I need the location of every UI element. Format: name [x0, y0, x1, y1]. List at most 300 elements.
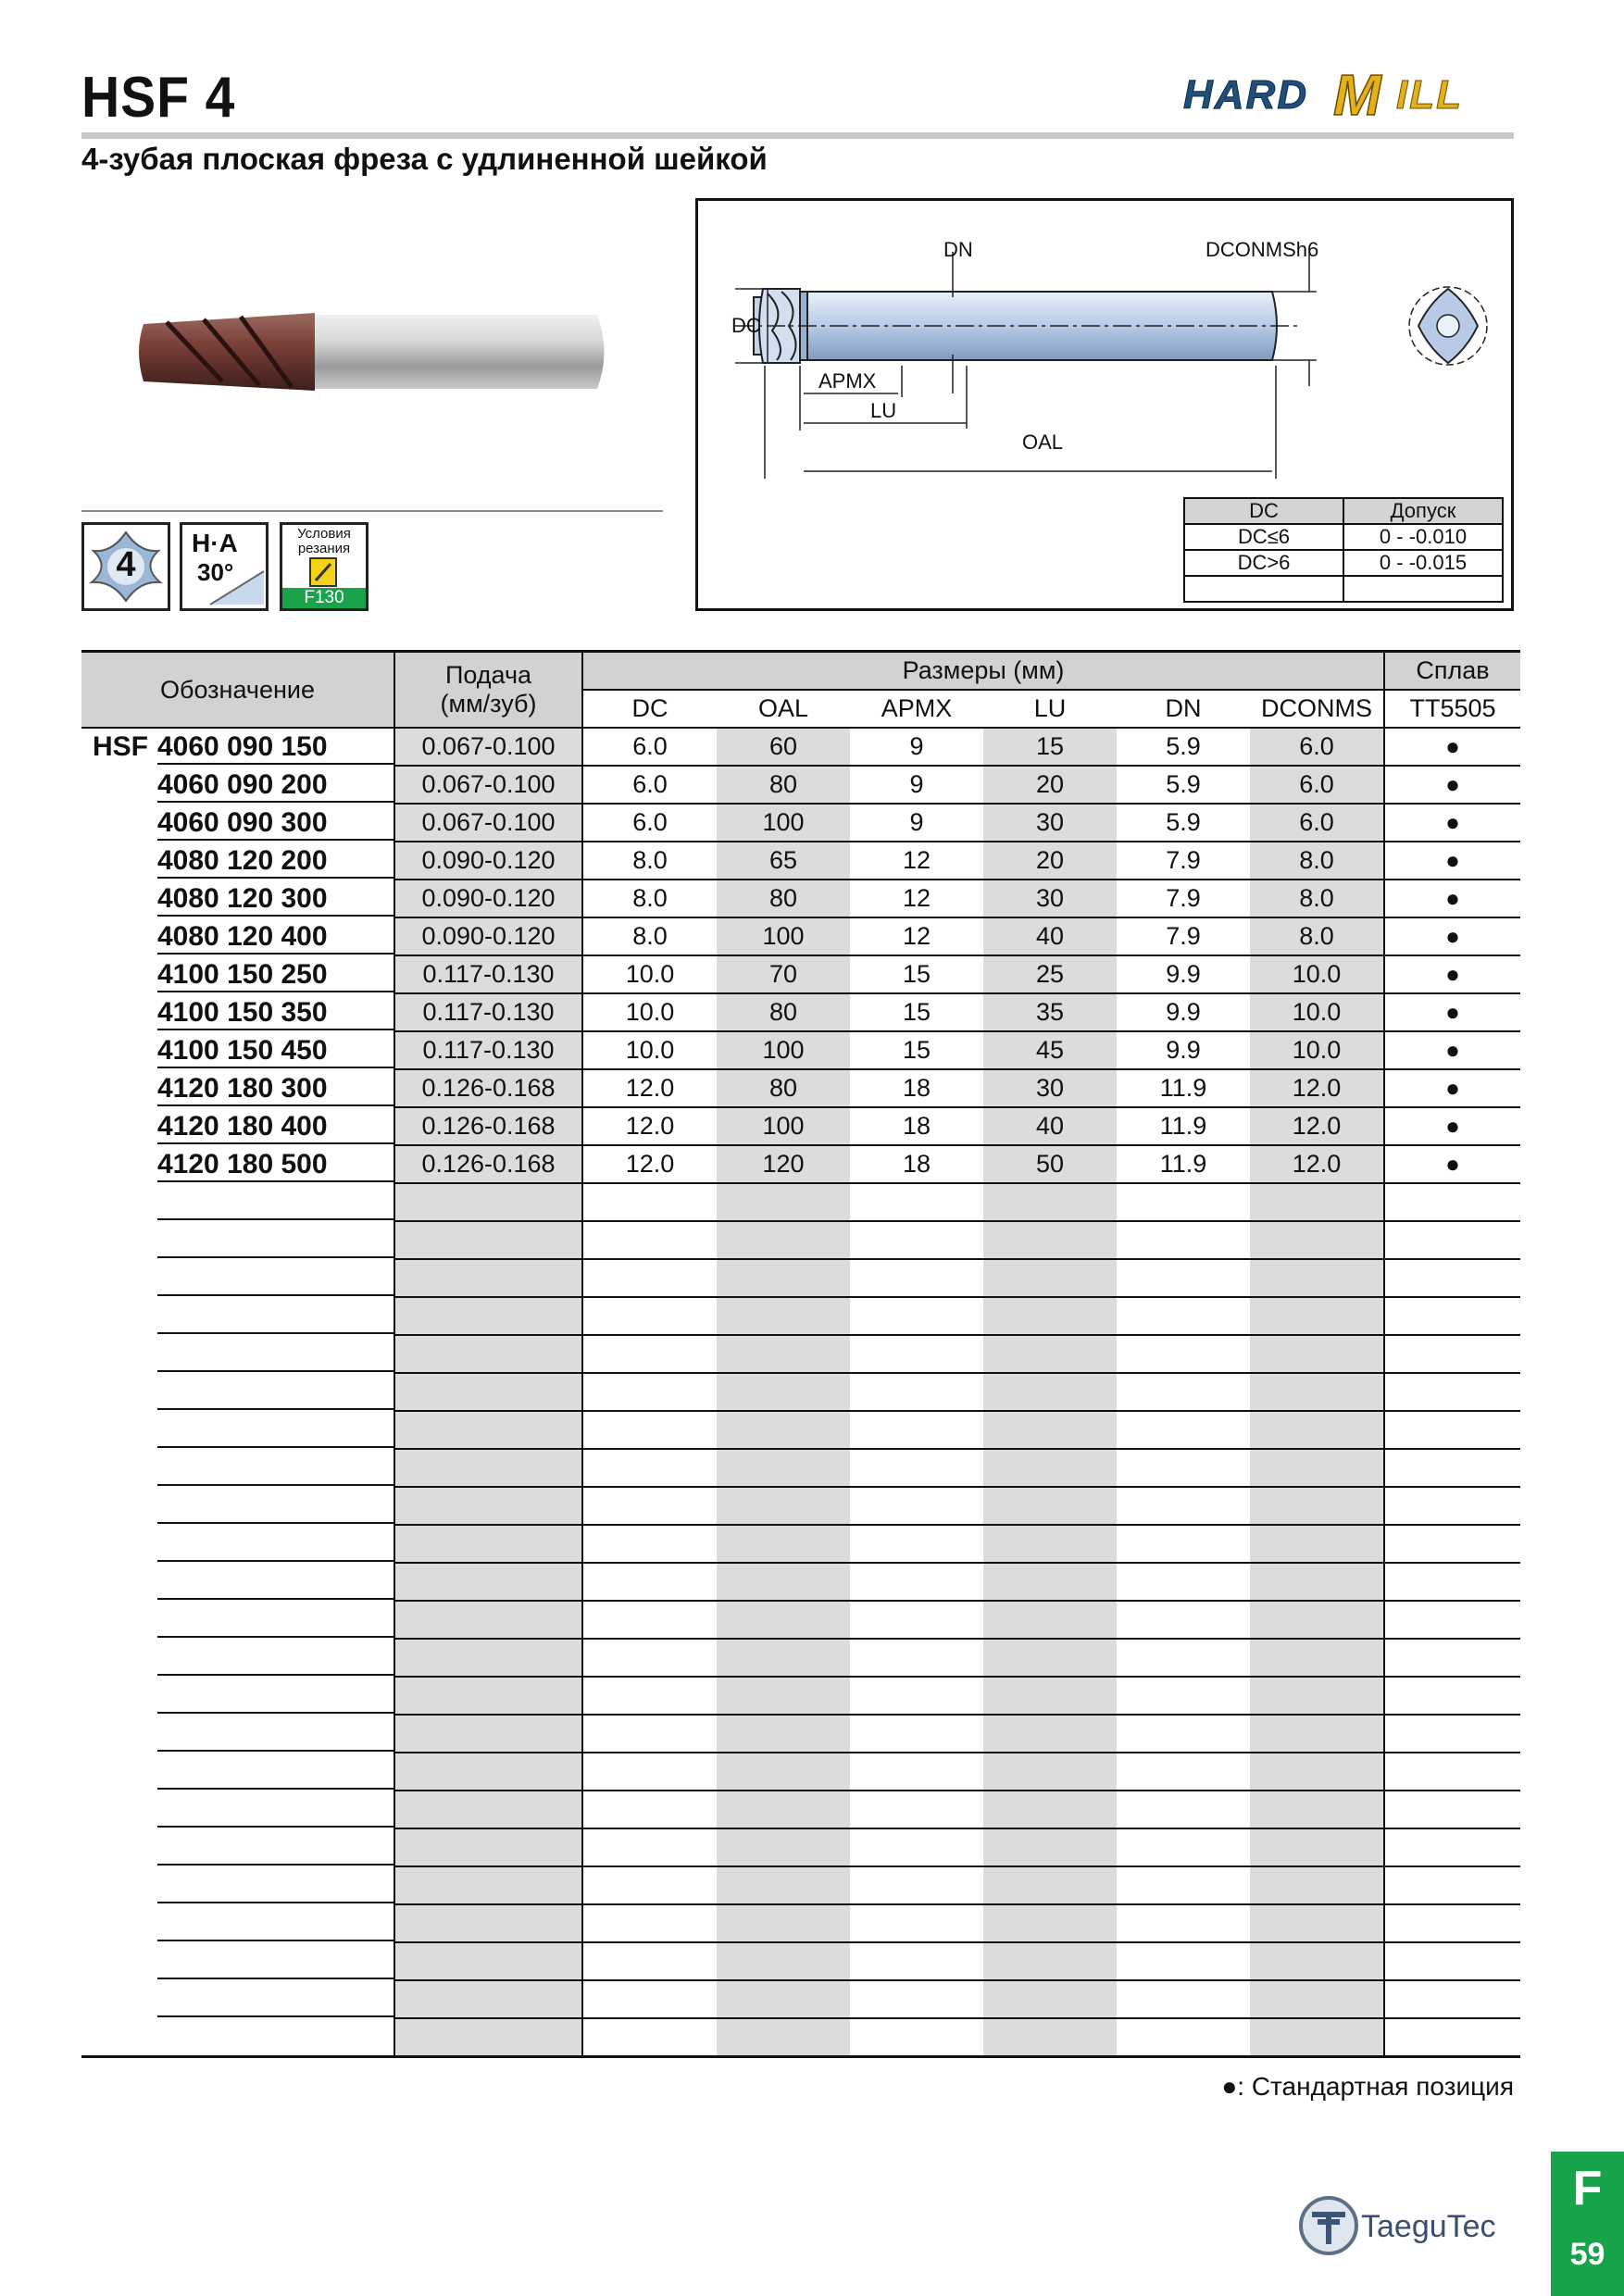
col-dc: DC	[582, 690, 717, 728]
apmx-cell	[850, 1904, 983, 1942]
header-feed-unit: (мм/зуб)	[440, 690, 537, 718]
designation-code: 4080 120 300	[157, 883, 394, 917]
feed-cell	[394, 1942, 582, 1980]
dc-cell	[582, 1259, 717, 1297]
dc-cell: 8.0	[582, 917, 717, 955]
tolerance-empty-cell	[1343, 576, 1503, 602]
designation-code	[157, 1566, 394, 1600]
dc-cell	[582, 1221, 717, 1259]
table-row-empty	[81, 1525, 1520, 1563]
designation-cell	[81, 1980, 394, 2018]
dc-cell: 6.0	[582, 728, 717, 766]
designation-cell	[81, 1411, 394, 1449]
designation-prefix	[81, 1035, 157, 1067]
dconms-cell: 6.0	[1250, 728, 1384, 766]
dc-cell	[582, 1373, 717, 1411]
dn-cell	[1117, 1753, 1250, 1791]
table-row-empty	[81, 1677, 1520, 1715]
taegutec-wordmark: TaeguTec	[1361, 2209, 1496, 2244]
designation-code	[157, 2022, 394, 2053]
designation-code	[157, 1263, 394, 1296]
designation-prefix	[81, 1718, 157, 1750]
designation-cell	[81, 766, 394, 804]
designation-prefix	[81, 845, 157, 877]
legend: ●: Стандартная позиция	[1221, 2072, 1514, 2101]
dc-cell	[582, 1183, 717, 1221]
dconms-cell	[1250, 1335, 1384, 1373]
apmx-label: APMX	[818, 369, 877, 393]
designation-cell	[81, 955, 394, 993]
lu-cell	[983, 1259, 1117, 1297]
designation-cell	[81, 1183, 394, 1221]
designation-prefix	[81, 1453, 157, 1484]
apmx-cell: 12	[850, 880, 983, 917]
alloy-cell	[1384, 1866, 1520, 1904]
dconms-cell	[1250, 1639, 1384, 1677]
designation-code: 4120 180 300	[157, 1073, 394, 1106]
dconms-cell	[1250, 1791, 1384, 1828]
designation-cell	[81, 1791, 394, 1828]
dconms-cell: 12.0	[1250, 1145, 1384, 1183]
dn-cell	[1117, 1449, 1250, 1487]
table-row-empty	[81, 1373, 1520, 1411]
oal-cell	[717, 1411, 850, 1449]
designation-prefix	[81, 1642, 157, 1674]
oal-cell	[717, 1677, 850, 1715]
feed-cell	[394, 1221, 582, 1259]
designation-cell	[81, 728, 394, 766]
alloy-cell: ●	[1384, 1145, 1520, 1183]
apmx-cell	[850, 1563, 983, 1601]
header-feed-label: Подача	[444, 661, 532, 689]
designation-cell	[81, 1259, 394, 1297]
apmx-cell	[850, 1677, 983, 1715]
dc-cell	[582, 1563, 717, 1601]
alloy-cell	[1384, 1487, 1520, 1525]
designation-code	[157, 1718, 394, 1752]
dn-cell	[1117, 1715, 1250, 1753]
dconms-cell	[1250, 1221, 1384, 1259]
alloy-cell	[1384, 1297, 1520, 1335]
lu-cell: 30	[983, 880, 1117, 917]
apmx-cell: 15	[850, 955, 983, 993]
apmx-cell: 18	[850, 1145, 983, 1183]
apmx-cell: 15	[850, 1031, 983, 1069]
dc-cell	[582, 1753, 717, 1791]
oal-cell: 60	[717, 728, 850, 766]
designation-cell	[81, 1487, 394, 1525]
feed-cell	[394, 1639, 582, 1677]
lu-cell	[983, 1942, 1117, 1980]
feed-cell: 0.090-0.120	[394, 917, 582, 955]
lu-cell: 20	[983, 842, 1117, 880]
alloy-cell: ●	[1384, 842, 1520, 880]
apmx-cell: 12	[850, 917, 983, 955]
dc-cell	[582, 1828, 717, 1866]
lu-cell	[983, 1904, 1117, 1942]
feed-cell	[394, 1563, 582, 1601]
designation-code	[157, 1832, 394, 1866]
flute-count-icon	[81, 522, 170, 611]
oal-cell	[717, 1259, 850, 1297]
lu-cell	[983, 1525, 1117, 1563]
table-row	[81, 842, 1520, 880]
table-row	[81, 1145, 1520, 1183]
lu-cell	[983, 1487, 1117, 1525]
oal-cell	[717, 1183, 850, 1221]
oal-cell	[717, 1942, 850, 1980]
alloy-cell	[1384, 1259, 1520, 1297]
oal-cell: 80	[717, 1069, 850, 1107]
designation-code	[157, 1604, 394, 1638]
tolerance-header-tolerance: Допуск	[1343, 498, 1503, 524]
designation-prefix: HSF	[93, 731, 148, 762]
dconms-cell	[1250, 1753, 1384, 1791]
apmx-cell: 12	[850, 842, 983, 880]
dc-cell	[582, 1639, 717, 1677]
dn-cell: 11.9	[1117, 1145, 1250, 1183]
designation-prefix	[81, 2022, 157, 2052]
apmx-cell: 18	[850, 1069, 983, 1107]
designation-code	[157, 1453, 394, 1486]
alloy-cell	[1384, 1449, 1520, 1487]
dc-cell	[582, 1715, 717, 1753]
lu-cell: 15	[983, 728, 1117, 766]
header-divider	[81, 132, 1514, 139]
designation-cell	[81, 1828, 394, 1866]
dn-cell	[1117, 1221, 1250, 1259]
photo-divider	[81, 510, 663, 512]
lu-cell	[983, 1601, 1117, 1639]
dconms-cell	[1250, 1866, 1384, 1904]
feed-cell: 0.090-0.120	[394, 880, 582, 917]
svg-text:M: M	[1333, 64, 1381, 128]
alloy-cell	[1384, 1715, 1520, 1753]
designation-code	[157, 1642, 394, 1676]
col-tt5505: TT5505	[1384, 690, 1520, 728]
dn-cell: 11.9	[1117, 1107, 1250, 1145]
apmx-cell	[850, 1373, 983, 1411]
dconms-cell: 10.0	[1250, 993, 1384, 1031]
designation-cell	[81, 1525, 394, 1563]
oal-cell	[717, 1335, 850, 1373]
table-row	[81, 1031, 1520, 1069]
oal-cell	[717, 1525, 850, 1563]
dn-cell	[1117, 1828, 1250, 1866]
oal-cell	[717, 1639, 850, 1677]
dn-cell: 7.9	[1117, 842, 1250, 880]
lu-cell	[983, 2018, 1117, 2057]
apmx-cell: 9	[850, 728, 983, 766]
table-row	[81, 993, 1520, 1031]
dn-cell	[1117, 1411, 1250, 1449]
tolerance-table	[1183, 497, 1504, 603]
dn-cell: 9.9	[1117, 993, 1250, 1031]
header-dimensions-label: Размеры (мм)	[902, 656, 1065, 684]
apmx-cell: 9	[850, 804, 983, 842]
lu-label: LU	[870, 399, 897, 422]
table-row-empty	[81, 1866, 1520, 1904]
dc-cell: 12.0	[582, 1107, 717, 1145]
header-alloy-label: Сплав	[1416, 656, 1490, 684]
dc-cell: 10.0	[582, 993, 717, 1031]
product-table	[81, 650, 1520, 2058]
table-row	[81, 804, 1520, 842]
designation-prefix	[81, 1566, 157, 1598]
dc-cell	[582, 1601, 717, 1639]
designation-prefix	[81, 1529, 157, 1560]
feed-cell	[394, 1753, 582, 1791]
dconms-cell: 8.0	[1250, 880, 1384, 917]
designation-cell	[81, 880, 394, 917]
dc-cell: 6.0	[582, 804, 717, 842]
dc-cell: 10.0	[582, 1031, 717, 1069]
apmx-cell: 15	[850, 993, 983, 1031]
dn-cell	[1117, 1677, 1250, 1715]
feed-cell	[394, 1183, 582, 1221]
feed-cell: 0.090-0.120	[394, 842, 582, 880]
designation-code: 4080 120 400	[157, 921, 394, 955]
apmx-cell: 18	[850, 1107, 983, 1145]
dc-cell: 8.0	[582, 880, 717, 917]
apmx-cell	[850, 1221, 983, 1259]
designation-prefix	[81, 1111, 157, 1142]
designation-cell	[81, 1601, 394, 1639]
designation-prefix	[81, 1301, 157, 1332]
dconms-cell: 8.0	[1250, 842, 1384, 880]
page-subtitle: 4-зубая плоская фреза с удлиненной шейкой	[81, 142, 768, 176]
dn-cell	[1117, 1791, 1250, 1828]
designation-cell	[81, 1145, 394, 1183]
lu-cell	[983, 1221, 1117, 1259]
table-row-empty	[81, 1601, 1520, 1639]
oal-cell	[717, 1221, 850, 1259]
designation-cell	[81, 1639, 394, 1677]
conditions-label: Условия резания	[297, 526, 351, 556]
alloy-cell	[1384, 1563, 1520, 1601]
oal-cell	[717, 1601, 850, 1639]
feed-cell	[394, 1866, 582, 1904]
apmx-cell	[850, 1866, 983, 1904]
table-row-empty	[81, 1942, 1520, 1980]
dconms-cell: 12.0	[1250, 1107, 1384, 1145]
oal-cell	[717, 1297, 850, 1335]
alloy-cell: ●	[1384, 766, 1520, 804]
table-row-empty	[81, 2018, 1520, 2057]
designation-code	[157, 1946, 394, 1979]
designation-cell	[81, 1904, 394, 1942]
designation-code	[157, 1377, 394, 1410]
oal-cell: 100	[717, 1031, 850, 1069]
oal-cell	[717, 1866, 850, 1904]
dn-cell: 5.9	[1117, 766, 1250, 804]
lu-cell: 40	[983, 917, 1117, 955]
alloy-cell	[1384, 1525, 1520, 1563]
designation-cell	[81, 1563, 394, 1601]
feed-cell	[394, 2018, 582, 2057]
designation-code: 4060 090 300	[157, 807, 394, 841]
designation-cell	[81, 804, 394, 842]
table-row-empty	[81, 1221, 1520, 1259]
page-number: 59	[1569, 2237, 1605, 2272]
table-row-empty	[81, 1449, 1520, 1487]
dc-cell: 12.0	[582, 1069, 717, 1107]
designation-code: 4120 180 500	[157, 1149, 394, 1182]
apmx-cell	[850, 1791, 983, 1828]
dn-cell	[1117, 1259, 1250, 1297]
designation-cell	[81, 1335, 394, 1373]
header-designation-label: Обозначение	[160, 675, 315, 704]
oal-label: OAL	[1022, 430, 1064, 454]
col-dn: DN	[1117, 690, 1250, 728]
header-designation	[81, 652, 394, 729]
designation-code: 4060 090 200	[157, 769, 394, 803]
apmx-cell	[850, 1449, 983, 1487]
designation-cell	[81, 1031, 394, 1069]
feed-cell	[394, 1601, 582, 1639]
alloy-cell: ●	[1384, 917, 1520, 955]
dconms-cell	[1250, 1563, 1384, 1601]
dconms-cell: 6.0	[1250, 766, 1384, 804]
dc-cell	[582, 1942, 717, 1980]
oal-cell: 120	[717, 1145, 850, 1183]
apmx-cell	[850, 1259, 983, 1297]
alloy-cell	[1384, 1904, 1520, 1942]
end-mill-photo	[111, 259, 648, 444]
feed-cell	[394, 1449, 582, 1487]
lu-cell: 35	[983, 993, 1117, 1031]
dimension-diagram	[695, 198, 1514, 611]
dc-cell: 10.0	[582, 955, 717, 993]
dn-cell	[1117, 1183, 1250, 1221]
feed-cell: 0.117-0.130	[394, 993, 582, 1031]
lu-cell	[983, 1791, 1117, 1828]
oal-cell	[717, 1791, 850, 1828]
oal-cell: 100	[717, 804, 850, 842]
dc-cell	[582, 1411, 717, 1449]
designation-prefix	[81, 1491, 157, 1522]
dn-cell	[1117, 1297, 1250, 1335]
lu-cell	[983, 1639, 1117, 1677]
designation-cell	[81, 917, 394, 955]
alloy-cell	[1384, 1183, 1520, 1221]
dn-cell: 5.9	[1117, 804, 1250, 842]
designation-code	[157, 1491, 394, 1524]
lu-cell	[983, 1980, 1117, 2018]
apmx-cell: 9	[850, 766, 983, 804]
alloy-cell: ●	[1384, 880, 1520, 917]
table-row	[81, 1069, 1520, 1107]
tolerance-cell: 0 - -0.010	[1343, 524, 1503, 550]
designation-code: 4100 150 450	[157, 1035, 394, 1068]
dn-cell	[1117, 1942, 1250, 1980]
flute-count-label: 4	[116, 545, 136, 584]
feed-cell: 0.126-0.168	[394, 1069, 582, 1107]
dconms-cell	[1250, 1183, 1384, 1221]
designation-prefix	[81, 1377, 157, 1408]
oal-cell: 80	[717, 766, 850, 804]
dc-cell: 8.0	[582, 842, 717, 880]
lu-cell: 50	[983, 1145, 1117, 1183]
dn-cell: 11.9	[1117, 1069, 1250, 1107]
dn-cell	[1117, 2018, 1250, 2057]
dconms-cell	[1250, 1487, 1384, 1525]
designation-prefix	[81, 921, 157, 953]
feed-cell	[394, 1791, 582, 1828]
cutting-conditions-icon[interactable]	[280, 522, 369, 611]
dn-cell	[1117, 1373, 1250, 1411]
apmx-cell	[850, 2018, 983, 2057]
dn-cell	[1117, 1904, 1250, 1942]
dn-cell	[1117, 1525, 1250, 1563]
alloy-cell	[1384, 1791, 1520, 1828]
feed-cell: 0.126-0.168	[394, 1107, 582, 1145]
oal-cell	[717, 1563, 850, 1601]
lu-cell	[983, 1449, 1117, 1487]
dc-cell	[582, 2018, 717, 2057]
table-row-empty	[81, 1828, 1520, 1866]
designation-code	[157, 1415, 394, 1448]
designation-cell	[81, 1069, 394, 1107]
designation-prefix	[81, 1908, 157, 1940]
designation-prefix	[81, 769, 157, 801]
designation-cell	[81, 993, 394, 1031]
table-row-empty	[81, 1297, 1520, 1335]
lu-cell: 30	[983, 1069, 1117, 1107]
dconms-cell	[1250, 1373, 1384, 1411]
alloy-cell	[1384, 1335, 1520, 1373]
designation-code	[157, 1529, 394, 1562]
designation-code	[157, 1908, 394, 1941]
oal-cell	[717, 1904, 850, 1942]
apmx-cell	[850, 1487, 983, 1525]
dc-cell: 12.0	[582, 1145, 717, 1183]
table-row	[81, 1107, 1520, 1145]
dc-cell	[582, 1866, 717, 1904]
dn-cell	[1117, 1563, 1250, 1601]
dn-cell	[1117, 1639, 1250, 1677]
designation-prefix	[81, 1149, 157, 1180]
alloy-cell	[1384, 1601, 1520, 1639]
table-row-empty	[81, 1487, 1520, 1525]
apmx-cell	[850, 1980, 983, 2018]
designation-prefix	[81, 883, 157, 915]
alloy-cell: ●	[1384, 1069, 1520, 1107]
taegutec-logo	[1292, 2189, 1523, 2263]
dn-cell: 7.9	[1117, 917, 1250, 955]
designation-prefix	[81, 1680, 157, 1712]
oal-cell	[717, 1980, 850, 2018]
designation-prefix	[81, 1339, 157, 1370]
oal-cell	[717, 1715, 850, 1753]
designation-cell	[81, 1677, 394, 1715]
tolerance-cell: DC>6	[1184, 550, 1343, 576]
header-feed	[394, 652, 582, 729]
dc-label: DC	[731, 314, 761, 337]
designation-code: 4100 150 350	[157, 997, 394, 1030]
dc-cell: 6.0	[582, 766, 717, 804]
section-tab[interactable]	[1551, 2152, 1624, 2296]
designation-code: 4100 150 250	[157, 959, 394, 992]
dconms-cell: 6.0	[1250, 804, 1384, 842]
feed-cell	[394, 1297, 582, 1335]
dn-cell	[1117, 1487, 1250, 1525]
designation-cell	[81, 1715, 394, 1753]
apmx-cell	[850, 1942, 983, 1980]
page-title: HSF 4	[81, 66, 236, 130]
alloy-cell	[1384, 1677, 1520, 1715]
table-row-empty	[81, 1753, 1520, 1791]
